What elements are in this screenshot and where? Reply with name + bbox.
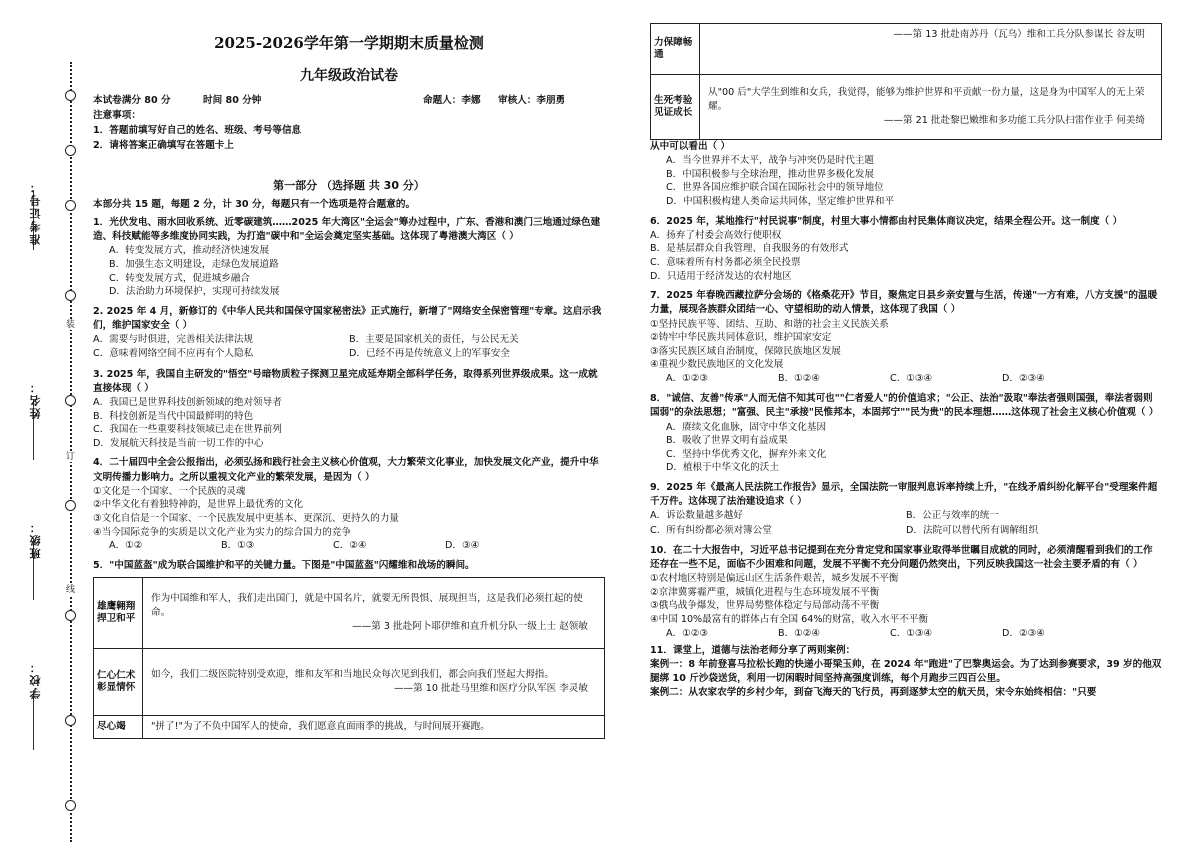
option: C．我国在一些重要科技领域已走在世界前列 xyxy=(93,424,282,436)
question-stem: 3. 2025 年，我国自主研发的"悟空"号暗物质粒子探测卫星完成延寿期全部科学任务，取得系列世界级成果。这一成就直接体现（ ） xyxy=(93,368,598,394)
option-row xyxy=(650,524,1162,538)
statement: ①文化是一个国家、一个民族的灵魂 xyxy=(93,485,246,497)
option-row xyxy=(93,347,605,361)
quote-table xyxy=(93,577,605,739)
question-8 xyxy=(650,392,1162,475)
exam-notes xyxy=(93,107,605,151)
statement: ④当今国际竞争的实质是以文化产业为实力的综合国力的竞争 xyxy=(93,526,352,538)
question-stem: 11．课堂上，道德与法治老师分享了两则案例： xyxy=(650,644,856,656)
quote-text: "拼了!"为了不负中国军人的使命，我们愿意直面雨季的挑战，与时间展开赛跑。 xyxy=(151,720,490,732)
question-5 xyxy=(93,559,605,738)
quote-cell xyxy=(700,75,1162,140)
quote-row xyxy=(94,648,605,715)
note-item: 2．请将答案正确填写在答题卡上 xyxy=(93,140,234,151)
quote-text: 从"00 后"大学生到维和女兵，我觉得，能够为维护世界和平贡献一份力量，这是身为中国军人的无上荣耀。 xyxy=(708,87,1145,112)
quote-source: ——第 10 批赴马里维和医疗分队军医 李灵敏 xyxy=(393,682,588,694)
option: C．所有纠纷都必须对簿公堂 xyxy=(650,524,772,536)
statement: ④重视少数民族地区的文化发展 xyxy=(650,359,784,371)
choice: C．①③④ xyxy=(890,372,933,384)
option: B．主要是国家机关的责任，与公民无关 xyxy=(349,334,519,346)
binding-hole xyxy=(65,200,76,211)
statement: ②京津冀雾霾严重，城镇化进程与生态环境发展不平衡 xyxy=(650,586,880,598)
question-10 xyxy=(650,544,1162,641)
option: A．当今世界并不太平，战争与冲突仍是时代主题 xyxy=(666,155,875,167)
option: D．中国积极构建人类命运共同体，坚定维护世界和平 xyxy=(666,195,895,207)
statement: ③俄乌战争爆发，世界局势整体稳定与局部动荡不平衡 xyxy=(650,600,880,612)
choice: D．③④ xyxy=(445,540,480,552)
statement: ②中华文化有着独特神韵，是世界上最优秀的文化 xyxy=(93,499,304,511)
section-description: 本部分共 15 题，每题 2 分，计 30 分，每题只有一个选项是符合题意的。 xyxy=(93,199,416,210)
option: D．法治助力环境保护，实现可持续发展 xyxy=(109,286,280,298)
quote-row xyxy=(651,75,1162,140)
statement: ④中国 10%最富有的群体占有全国 64%的财富，收入水平不平衡 xyxy=(650,613,929,625)
statement: ②铸牢中华民族共同体意识，维护国家安定 xyxy=(650,332,832,344)
option: A．我国已是世界科技创新领域的绝对领导者 xyxy=(93,397,282,408)
binding-hole xyxy=(65,395,76,406)
option-row xyxy=(93,333,605,347)
option: B．中国积极参与全球治理，推动世界多极化发展 xyxy=(666,168,875,180)
quote-source: ——第 13 批赴南苏丹（瓦乌）维和工兵分队参谋长 谷友明 xyxy=(893,29,1145,40)
quote-key: 生死考验见证成长 xyxy=(651,75,700,140)
statement: ①农村地区特别是偏远山区生活条件艰苦，城乡发展不平衡 xyxy=(650,573,899,585)
quote-text: 作为中国维和军人，我们走出国门，就是中国名片，就要无所畏惧、展现担当，这是我们必须扛起的使命。 xyxy=(151,592,583,618)
choice: D．②③④ xyxy=(1002,372,1045,384)
question-stem: 7．2025 年春晚西藏拉萨分会场的《格桑花开》节目，聚焦定日县乡亲安置与生活，传递"一方有难，八方支援"的温暖力量，展现各族群众团结一心、守望相助的动人情景，这体现了我国（ ） xyxy=(650,290,1158,316)
binding-hole xyxy=(65,800,76,811)
question-1 xyxy=(93,216,605,299)
section-title: 第一部分 （选择题 共 30 分） xyxy=(273,179,425,192)
school-label: 学校： xyxy=(29,660,42,699)
option: B．科技创新是当代中国最鲜明的特色 xyxy=(93,410,254,422)
binding-mark: 装 xyxy=(66,320,76,330)
binding-hole xyxy=(65,90,76,101)
question-stem: 6．2025 年，某地推行"村民说事"制度，村里大事小情都由村民集体商议决定，结果全程公开。这一制度（ ） xyxy=(650,215,1123,227)
quote-text: 如今，我们二级医院特别受欢迎，维和友军和当地民众每次见到我们，都会向我们竖起大拇指。 xyxy=(151,668,554,680)
option: D．法院可以替代所有调解组织 xyxy=(906,524,1039,536)
class-label: 班级： xyxy=(29,520,42,559)
gutter-line xyxy=(33,690,34,750)
author-info: 命题人：李娜 xyxy=(423,95,481,106)
quote-row xyxy=(94,715,605,738)
choice: A．①②③ xyxy=(666,627,708,639)
option-row xyxy=(650,509,1162,523)
option: B．公正与效率的统一 xyxy=(906,510,999,522)
case-one: 案例一：8 年前登喜马拉松长跑的快递小哥梁玉帅，在 2024 年"跑进"了巴黎奥运会。为了达到参赛要求，39 岁的他双腿绑 10 斤沙袋送货，利用一切闲暇时间坚持高强度训练，每个月跑步三四百公里。 xyxy=(650,658,1162,685)
option: B．吸收了世界文明有益成果 xyxy=(666,435,788,447)
option: B．是基层群众自我管理、自我服务的有效形式 xyxy=(650,243,849,255)
option: D．植根于中华文化的沃土 xyxy=(666,462,779,474)
question-stem: 4．二十届四中全会公报指出，必须弘扬和践行社会主义核心价值观，大力繁荣文化事业，加快发展文化产业，提升中华文明传播力影响力。之所以重视文化产业的繁荣发展，是因为（ ） xyxy=(93,457,599,483)
exam-number-label: 准考证号： xyxy=(29,180,42,245)
option: C．意味着所有村务都必须全民投票 xyxy=(650,256,801,268)
choice-row xyxy=(650,627,1162,641)
binding-mark: 订 xyxy=(66,452,76,462)
quote-cell xyxy=(700,24,1162,75)
binding-hole xyxy=(65,610,76,621)
question-stem: 5．"中国蓝盔"成为联合国维护和平的关键力量。下图是"中国蓝盔"闪耀维和战场的瞬间。 xyxy=(93,560,475,572)
question-3 xyxy=(93,368,605,451)
notes-title: 注意事项： xyxy=(93,110,141,121)
time-info: 时间 80 分钟 xyxy=(203,95,262,106)
question-stem: 10．在二十大报告中，习近平总书记提到在充分肯定党和国家事业取得举世瞩目成就的同时，必须清醒看到我们的工作还存在一些不足，面临不少困难和问题，发展不平衡不充分问题仍然突出，下列反映我国这一社会主要矛盾的有（ ） xyxy=(650,544,1153,570)
binding-hole xyxy=(65,500,76,511)
choice-row xyxy=(93,539,605,553)
option: A．需要与时俱进，完善相关法律法规 xyxy=(93,334,254,346)
question-stem: 1．光伏发电、雨水回收系统、近零碳建筑……2025 年大湾区"全运会"筹办过程中，广东、香港和澳门三地通过绿色建造、科技赋能等多维度协同实践，为打造"碳中和"全运会奠定坚实基础。这体现了粤港澳大湾区（ ） xyxy=(93,217,601,243)
quote-key: 尽心竭 xyxy=(94,715,143,738)
binding-hole xyxy=(65,145,76,156)
choice: B．①③ xyxy=(221,540,255,552)
quote-row xyxy=(651,24,1162,75)
quote-cell xyxy=(143,648,605,715)
quote-row xyxy=(94,577,605,648)
question-5-continued xyxy=(650,23,1162,209)
option: C．坚持中华优秀文化，摒弃外来文化 xyxy=(666,448,827,460)
choice: C．①③④ xyxy=(890,627,933,639)
quote-key: 力保障畅通 xyxy=(651,24,700,75)
question-11 xyxy=(650,644,1162,701)
quote-cell xyxy=(143,715,605,738)
score-info: 本试卷满分 80 分 xyxy=(93,95,171,106)
question-stem: 2. 2025 年 4 月，新修订的《中华人民共和国保守国家秘密法》正式施行，新增了"网络安全保密管理"专章。这启示我们，维护国家安全（ ） xyxy=(93,305,602,331)
left-page xyxy=(93,30,605,739)
binding-margin xyxy=(0,0,82,849)
binding-mark: 线 xyxy=(66,585,76,595)
question-4 xyxy=(93,456,605,553)
choice: A．①② xyxy=(109,540,143,552)
option: B．加强生态文明建设，走绿色发展道路 xyxy=(109,259,279,270)
question-stem: 9．2025 年《最高人民法院工作报告》显示，全国法院一审服判息诉率持续上升，"在线矛盾纠纷化解平台"受理案件超千万件。这体现了法治建设追求（ ） xyxy=(650,481,1158,508)
quote-key: 雄鹰翱翔捍卫和平 xyxy=(94,577,143,648)
case-two: 案例二：从农家农学的乡村少年，到奋飞海天的飞行员，再到逐梦太空的航天员，宋令东始终相信："只要 xyxy=(650,687,1097,699)
binding-hole xyxy=(65,715,76,726)
option: D．发展航天科技是当前一切工作的中心 xyxy=(93,437,264,449)
statement: ③文化自信是一个国家、一个民族发展中更基本、更深沉、更持久的力量 xyxy=(93,512,400,524)
right-page xyxy=(650,20,1162,701)
question-stem: 8．"诚信、友善"传承"人而无信不知其可也""仁者爱人"的价值追求；"公正、法治"汲取"奉法者强则国强，奉法者弱则国弱"的杂法思想；"富强、民主"承接"民惟邦本，本固邦宁""民为贵"的民本理想……这体现了社会主义核心价值观（ ） xyxy=(650,393,1159,419)
choice: B．①②④ xyxy=(778,627,820,639)
name-label: 姓名： xyxy=(29,380,42,419)
quote-table-continued xyxy=(650,23,1162,140)
question-6 xyxy=(650,215,1162,284)
exam-meta xyxy=(93,92,605,106)
option: A．扬弃了村委会高效行使职权 xyxy=(650,229,782,241)
option: D．只适用于经济发达的农村地区 xyxy=(650,270,792,282)
exam-title: 2025-2026学年第一学期期末质量检测 xyxy=(214,34,484,52)
quote-key: 仁心仁术彰显情怀 xyxy=(94,648,143,715)
question-7 xyxy=(650,289,1162,386)
option: D．已经不再是传统意义上的军事安全 xyxy=(349,348,510,360)
quote-source: ——第 21 批赴黎巴嫩维和多功能工兵分队扫雷作业手 何美绮 xyxy=(883,115,1145,126)
choice: B．①②④ xyxy=(778,372,820,384)
quote-source: ——第 3 批赴阿卜耶伊维和直升机分队一级上士 赵领敏 xyxy=(352,620,588,632)
statement: ③落实民族区域自治制度，保障民族地区发展 xyxy=(650,345,841,357)
choice-row xyxy=(650,372,1162,386)
option: C．世界各国应维护联合国在国际社会中的领导地位 xyxy=(666,182,884,194)
binding-hole xyxy=(65,290,76,301)
option: A．转变发展方式，推动经济快速发展 xyxy=(109,245,270,257)
choice: A．①②③ xyxy=(666,372,708,384)
statement: ①坚持民族平等、团结、互助、和谐的社会主义民族关系 xyxy=(650,318,889,330)
quote-cell xyxy=(143,577,605,648)
choice: C．②④ xyxy=(333,540,367,552)
exam-subtitle: 九年级政治试卷 xyxy=(300,68,398,84)
option: C．转变发展方式，促进城乡融合 xyxy=(109,272,251,284)
choice: D．②③④ xyxy=(1002,627,1045,639)
option: C．意味着网络空间不应再有个人隐私 xyxy=(93,348,254,360)
option: A．诉讼数量越多越好 xyxy=(650,510,743,522)
reviewer-info: 审核人：李朋勇 xyxy=(498,95,566,106)
question-stem: 从中可以看出（ ） xyxy=(650,141,731,152)
question-9 xyxy=(650,481,1162,538)
option: A．赓续文化血脉，固守中华文化基因 xyxy=(666,421,827,433)
note-item: 1．答题前填写好自己的姓名、班级、考号等信息 xyxy=(93,125,302,136)
question-2 xyxy=(93,305,605,362)
